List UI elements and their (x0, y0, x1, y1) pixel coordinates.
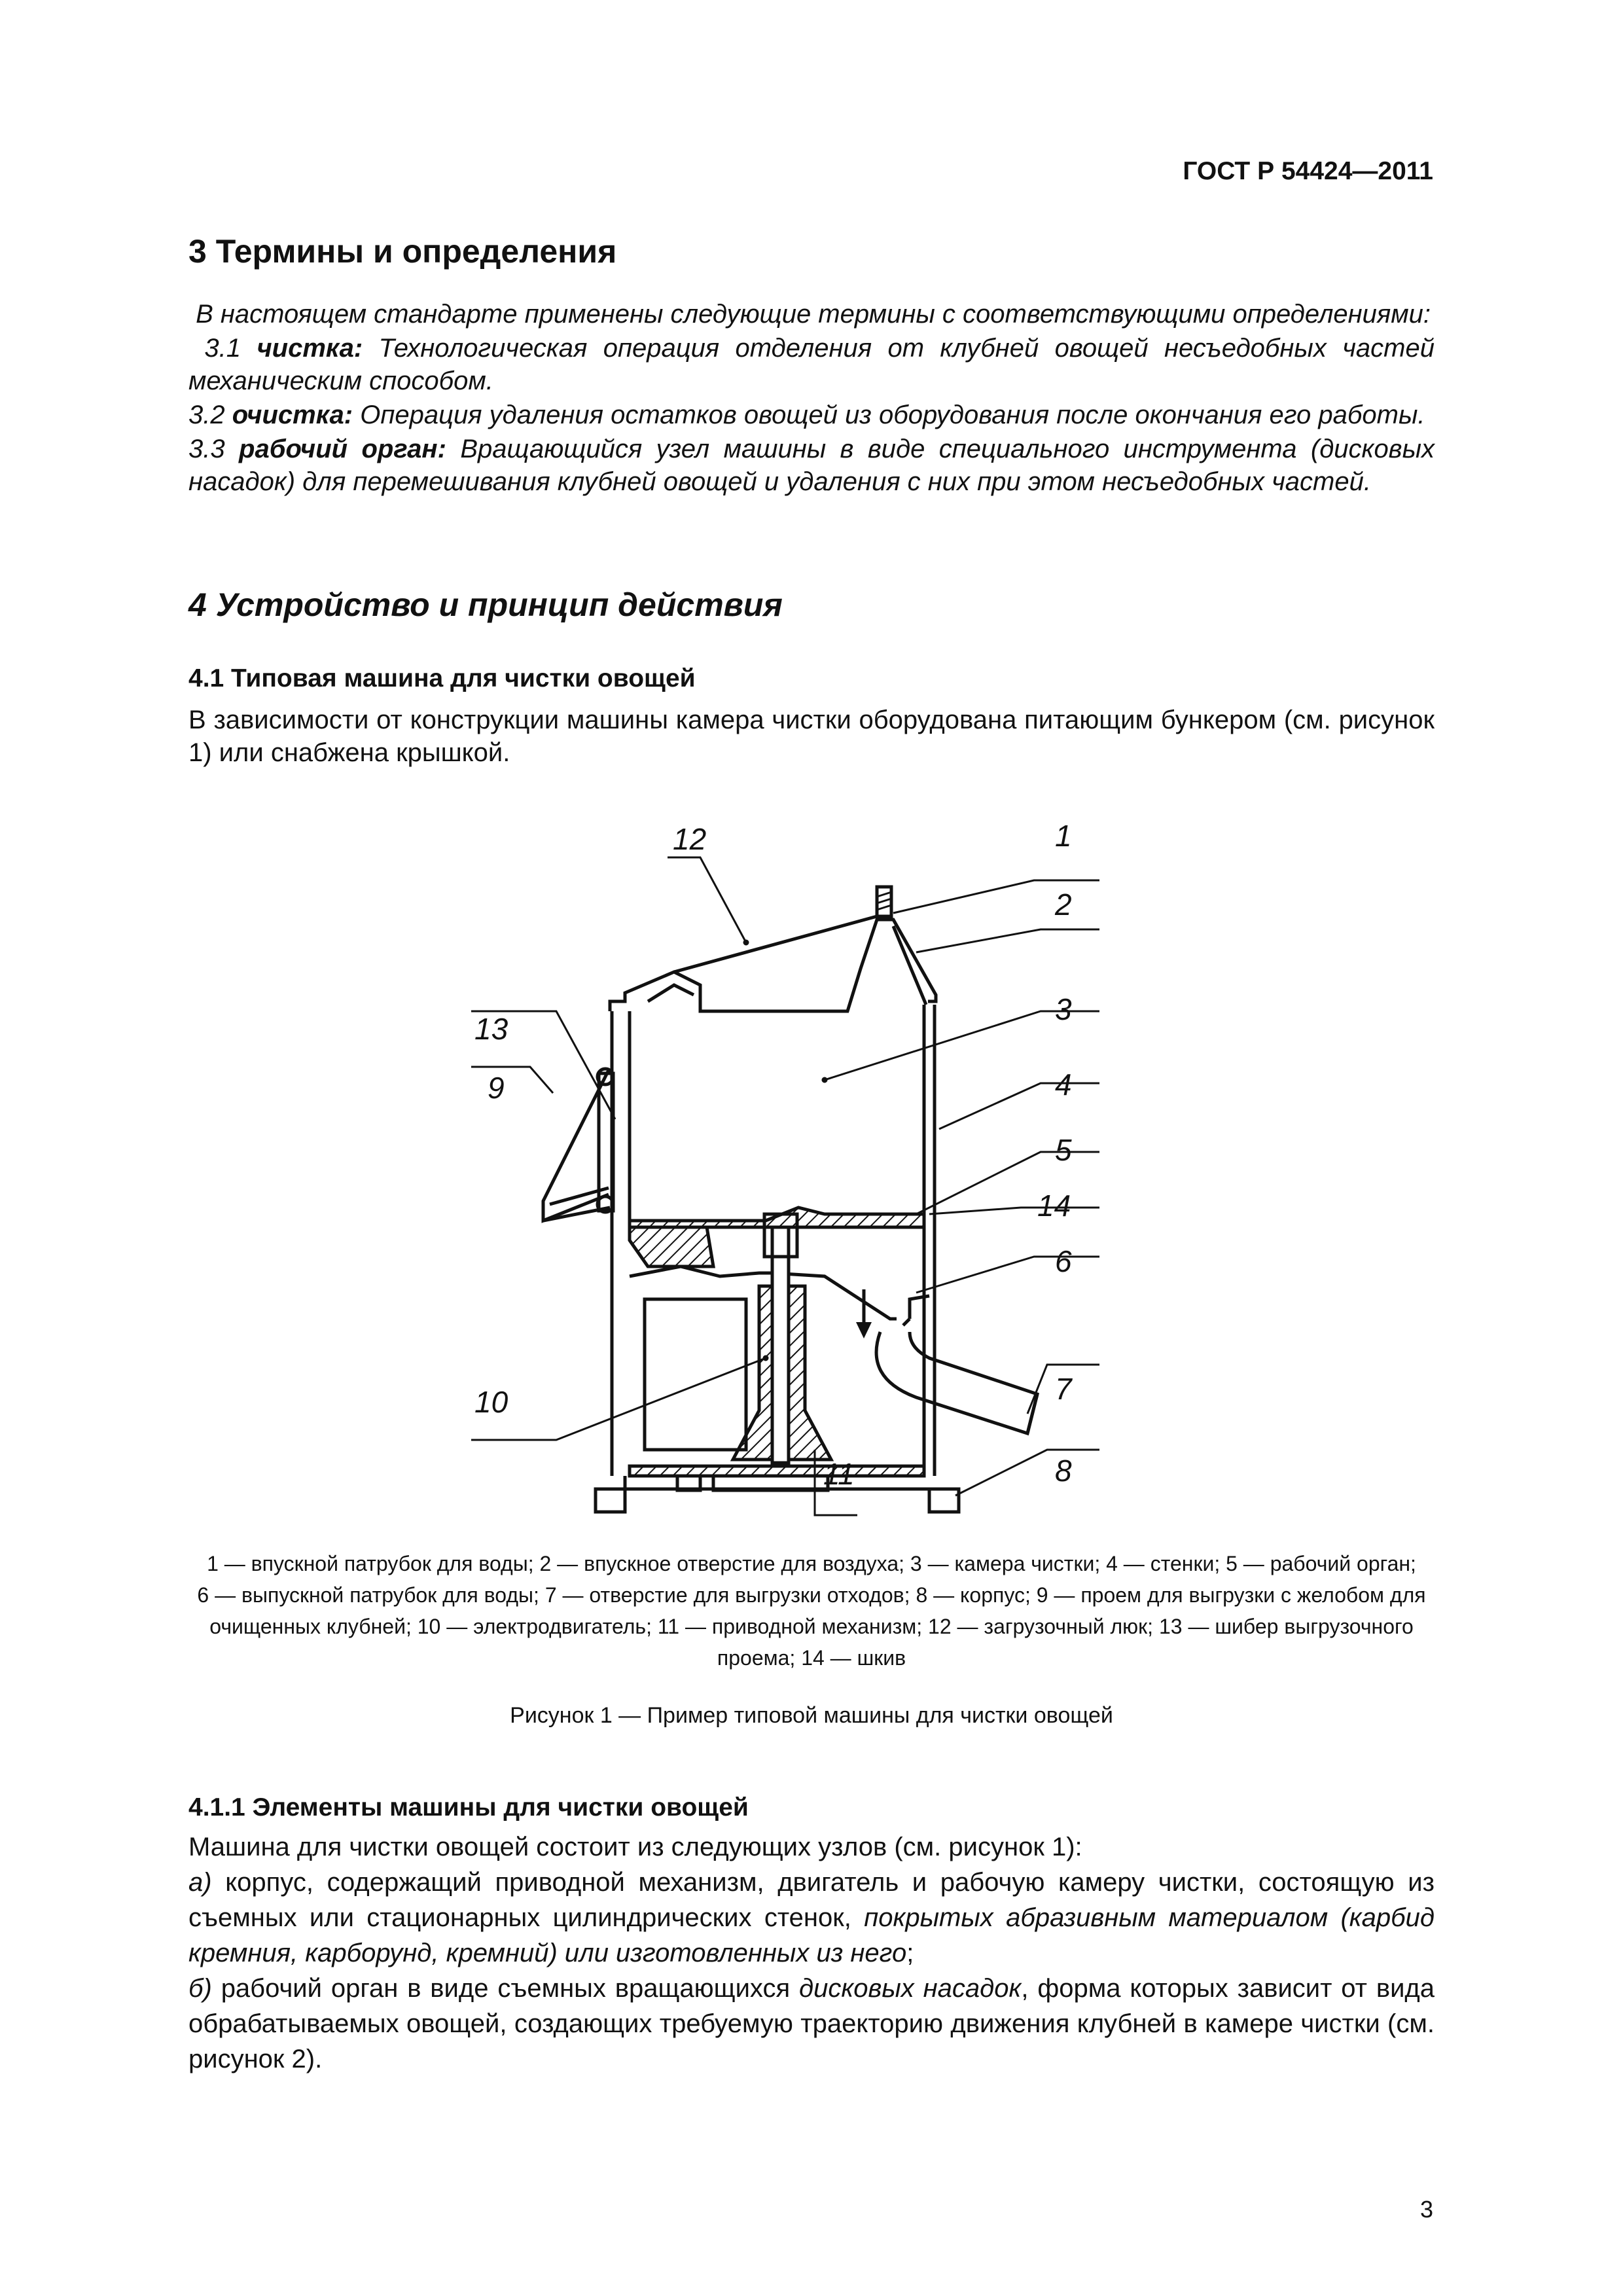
subsection-4-1-1-title: 4.1.1 Элементы машины для чистки овощей (188, 1793, 749, 1821)
label-2: 2 (1055, 888, 1072, 922)
label-14: 14 (1037, 1189, 1071, 1223)
paragraph-intro (188, 1829, 1435, 1865)
subsection-4-1-1-body (188, 1829, 1435, 2077)
label-4: 4 (1055, 1067, 1072, 1102)
label-5: 5 (1055, 1133, 1072, 1167)
term-word: очистка: (232, 401, 353, 429)
term-number: 3.3 (188, 435, 225, 463)
term-definition: Технологическая операция отделения от клубней овощей несъедобных частей механическим способом. (188, 334, 1435, 395)
label-7: 7 (1055, 1372, 1072, 1406)
intro-text: В настоящем стандарте применены следующие термины с соответствующими определениями: (196, 300, 1431, 329)
item-text: рабочий орган в виде съемных вращающихся (221, 1974, 791, 2003)
label-10: 10 (474, 1385, 508, 1419)
paragraph-b (188, 1971, 1435, 2077)
page-number: 3 (1419, 2196, 1433, 2223)
label-12: 12 (673, 822, 707, 856)
intro-text: Машина для чистки овощей состоит из следующих узлов (см. рисунок 1): (188, 1833, 1082, 1861)
label-6: 6 (1055, 1244, 1072, 1278)
figure-legend (131, 1548, 1492, 1674)
term-number: 3.1 (204, 334, 241, 363)
term-number: 3.2 (188, 401, 225, 429)
term-word: рабочий орган: (239, 435, 446, 463)
item-marker: б) (188, 1974, 212, 2003)
figure-title: Рисунок 1 — Пример типовой машины для чистки овощей (510, 1703, 1113, 1728)
item-marker: а) (188, 1868, 212, 1897)
item-text-end: , форма которых зависит от вида обрабатываемых овощей, создающих требуемую траекторию движения клубней в камере чистки (см. рисунок 2). (188, 1974, 1435, 2073)
item-italic-text: покрытых абразивным материалом (карбид кремния, карборунд, кремний) или изготовленных из него (188, 1903, 1435, 1967)
paragraph-a (188, 1865, 1435, 1971)
item-italic-text: дисковых насадок (798, 1974, 1022, 2003)
term-word: чистка: (257, 334, 363, 363)
legend-line-3: очищенных клубней; 10 — электродвигатель; 11 — приводной механизм; 12 — загрузочный люк; 13 — шибер выгрузочного (209, 1615, 1414, 1638)
legend-line-4: проема; 14 — шкив (717, 1646, 906, 1670)
section-3-title: 3 Термины и определения (188, 233, 617, 270)
label-8: 8 (1055, 1454, 1072, 1488)
item-end: ; (906, 1939, 914, 1967)
label-1: 1 (1055, 819, 1072, 853)
subsection-4-1-text: В зависимости от конструкции машины камера чистки оборудована питающим бункером (см. рисунок 1) или снабжена крышкой. (188, 706, 1435, 767)
item-text: корпус, содержащий приводной механизм, двигатель и рабочую камеру чистки, состоящую из съемных или стационарных цилиндрических стенок, (188, 1868, 1435, 1932)
document-id: ГОСТ Р 54424—2011 (1183, 157, 1433, 185)
label-11: 11 (823, 1457, 855, 1491)
legend-line-2: 6 — выпускной патрубок для воды; 7 — отверстие для выгрузки отходов; 8 — корпус; 9 — проем для выгрузки с желобом для (197, 1583, 1426, 1607)
term-definition: Вращающийся узел машины в виде специального инструмента (дисковых насадок) для перемешивания клубней овощей и удаления с них при этом несъедобных частей. (188, 435, 1435, 496)
label-9: 9 (488, 1071, 505, 1105)
legend-line-1: 1 — впускной патрубок для воды; 2 — впускное отверстие для воздуха; 3 — камера чистки; 4 — стенки; 5 — рабочий орган; (207, 1552, 1416, 1575)
label-3: 3 (1055, 992, 1072, 1026)
section-4-title: 4 Устройство и принцип действия (188, 586, 783, 623)
term-definition: Операция удаления остатков овощей из оборудования после окончания его работы. (360, 401, 1425, 429)
subsection-4-1-title: 4.1 Типовая машина для чистки овощей (188, 664, 696, 692)
label-13: 13 (474, 1012, 508, 1046)
